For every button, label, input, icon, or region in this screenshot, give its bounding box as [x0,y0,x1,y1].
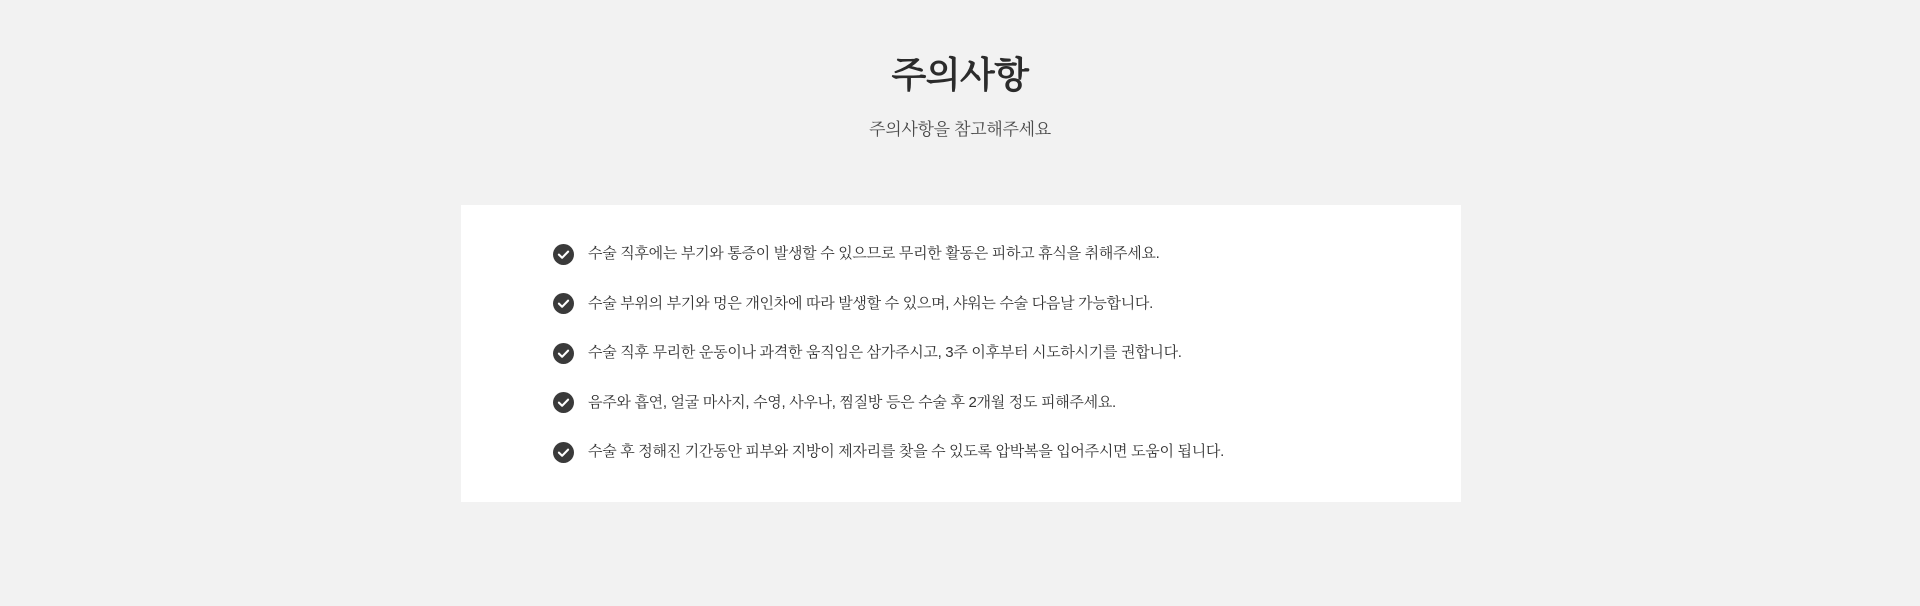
page-subtitle: 주의사항을 참고해주세요 [869,119,1051,139]
notice-list [461,243,1461,464]
notice-card [461,205,1461,502]
notice-text: 수술 후 정해진 기간동안 피부와 지방이 제자리를 찾을 수 있도록 압박복을 입어주시면 도움이 됩니다. [588,443,1224,460]
list-item [553,243,1461,266]
notice-text: 수술 직후에는 부기와 통증이 발생할 수 있으므로 무리한 활동은 피하고 휴식을 취해주세요. [588,245,1160,262]
list-item [553,293,1461,316]
check-circle-icon [553,293,574,314]
page-header [0,0,1920,140]
list-item [553,392,1461,415]
notice-text: 수술 직후 무리한 운동이나 과격한 움직임은 삼가주시고, 3주 이후부터 시도하시기를 권합니다. [588,344,1182,361]
check-circle-icon [553,244,574,265]
list-item [553,342,1461,365]
notice-text: 음주와 흡연, 얼굴 마사지, 수영, 사우나, 찜질방 등은 수술 후 2개월 정도 피해주세요. [588,393,1116,411]
list-item [553,441,1461,464]
check-circle-icon [553,392,574,413]
check-circle-icon [553,343,574,364]
check-circle-icon [553,442,574,463]
notice-text: 수술 부위의 부기와 멍은 개인차에 따라 발생할 수 있으며, 샤워는 수술 다음날 가능합니다. [588,294,1153,312]
page-title: 주의사항 [891,54,1029,95]
